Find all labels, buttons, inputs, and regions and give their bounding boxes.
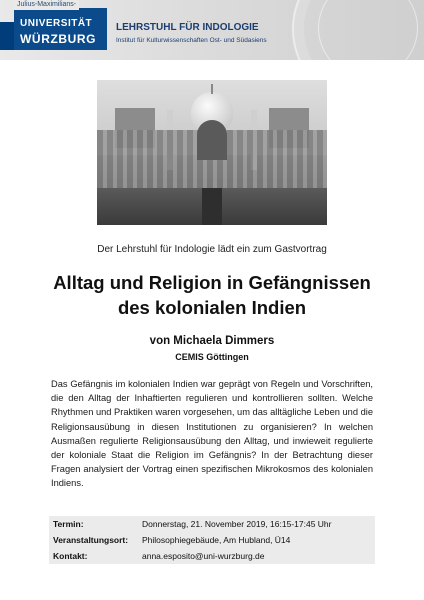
logo-stripe	[0, 22, 14, 50]
lecture-abstract: Das Gefängnis im kolonialen Indien war geprägt von Regeln und Vorschriften, die den Alltag der Inhaftierten regulieren und kontrollieren sollten. Welche Rhythmen und Praktiken waren vorgesehen, um das alltägliche Leben und die Religionsausübung in diesen Institutionen zu organisieren? In welchen Ausmaßen regulierte Religionsausübung den Alltag, und inwieweit regulierte der koloniale Staat die Religion im Gefängnis? In der Betrachtung dieser Fragen analysiert der Vortrag einen spezifischen Mikrokosmos des kolonialen Indiens.	[51, 379, 373, 489]
details-value: Philosophiegebäude, Am Hubland, Ü14	[142, 535, 291, 545]
speaker-institution: CEMIS Göttingen	[175, 352, 249, 362]
details-label: Veranstaltungsort:	[53, 535, 129, 545]
logo-small-text: Julius-Maximilians-	[14, 0, 79, 10]
lecture-title-line-2: des kolonialen Indien	[117, 297, 307, 318]
contact-email-link[interactable]: anna.esposito@uni-wurzburg.de	[142, 551, 265, 561]
header-banner	[0, 0, 424, 60]
details-row-date	[49, 516, 375, 532]
logo-line-2: WÜRZBURG	[20, 32, 97, 46]
event-details-box	[49, 516, 375, 564]
photo-spire	[211, 84, 213, 94]
collage-photo	[97, 80, 327, 225]
details-label: Kontakt:	[53, 551, 88, 561]
lecture-title	[0, 270, 424, 320]
photo-archway	[197, 120, 227, 160]
photo-reflecting-pool	[202, 188, 222, 225]
chair-title: LEHRSTUHL FÜR INDOLOGIE	[116, 22, 259, 33]
university-seal-watermark	[292, 0, 424, 60]
details-row-venue	[49, 532, 375, 548]
details-label: Termin:	[53, 519, 84, 529]
chair-subtitle: Institut für Kulturwissenschaften Ost- und Südasiens	[116, 37, 267, 44]
university-logo[interactable]	[14, 1, 107, 50]
details-value: Donnerstag, 21. November 2019, 16:15-17:45 Uhr	[142, 519, 332, 529]
logo-line-1: UNIVERSITÄT	[20, 18, 93, 29]
invitation-text: Der Lehrstuhl für Indologie lädt ein zum Gastvortrag	[97, 244, 327, 255]
lecture-title-line-1: Alltag und Religion in Gefängnissen	[53, 272, 371, 293]
details-row-contact	[49, 548, 375, 564]
speaker-name: von Michaela Dimmers	[149, 335, 275, 347]
